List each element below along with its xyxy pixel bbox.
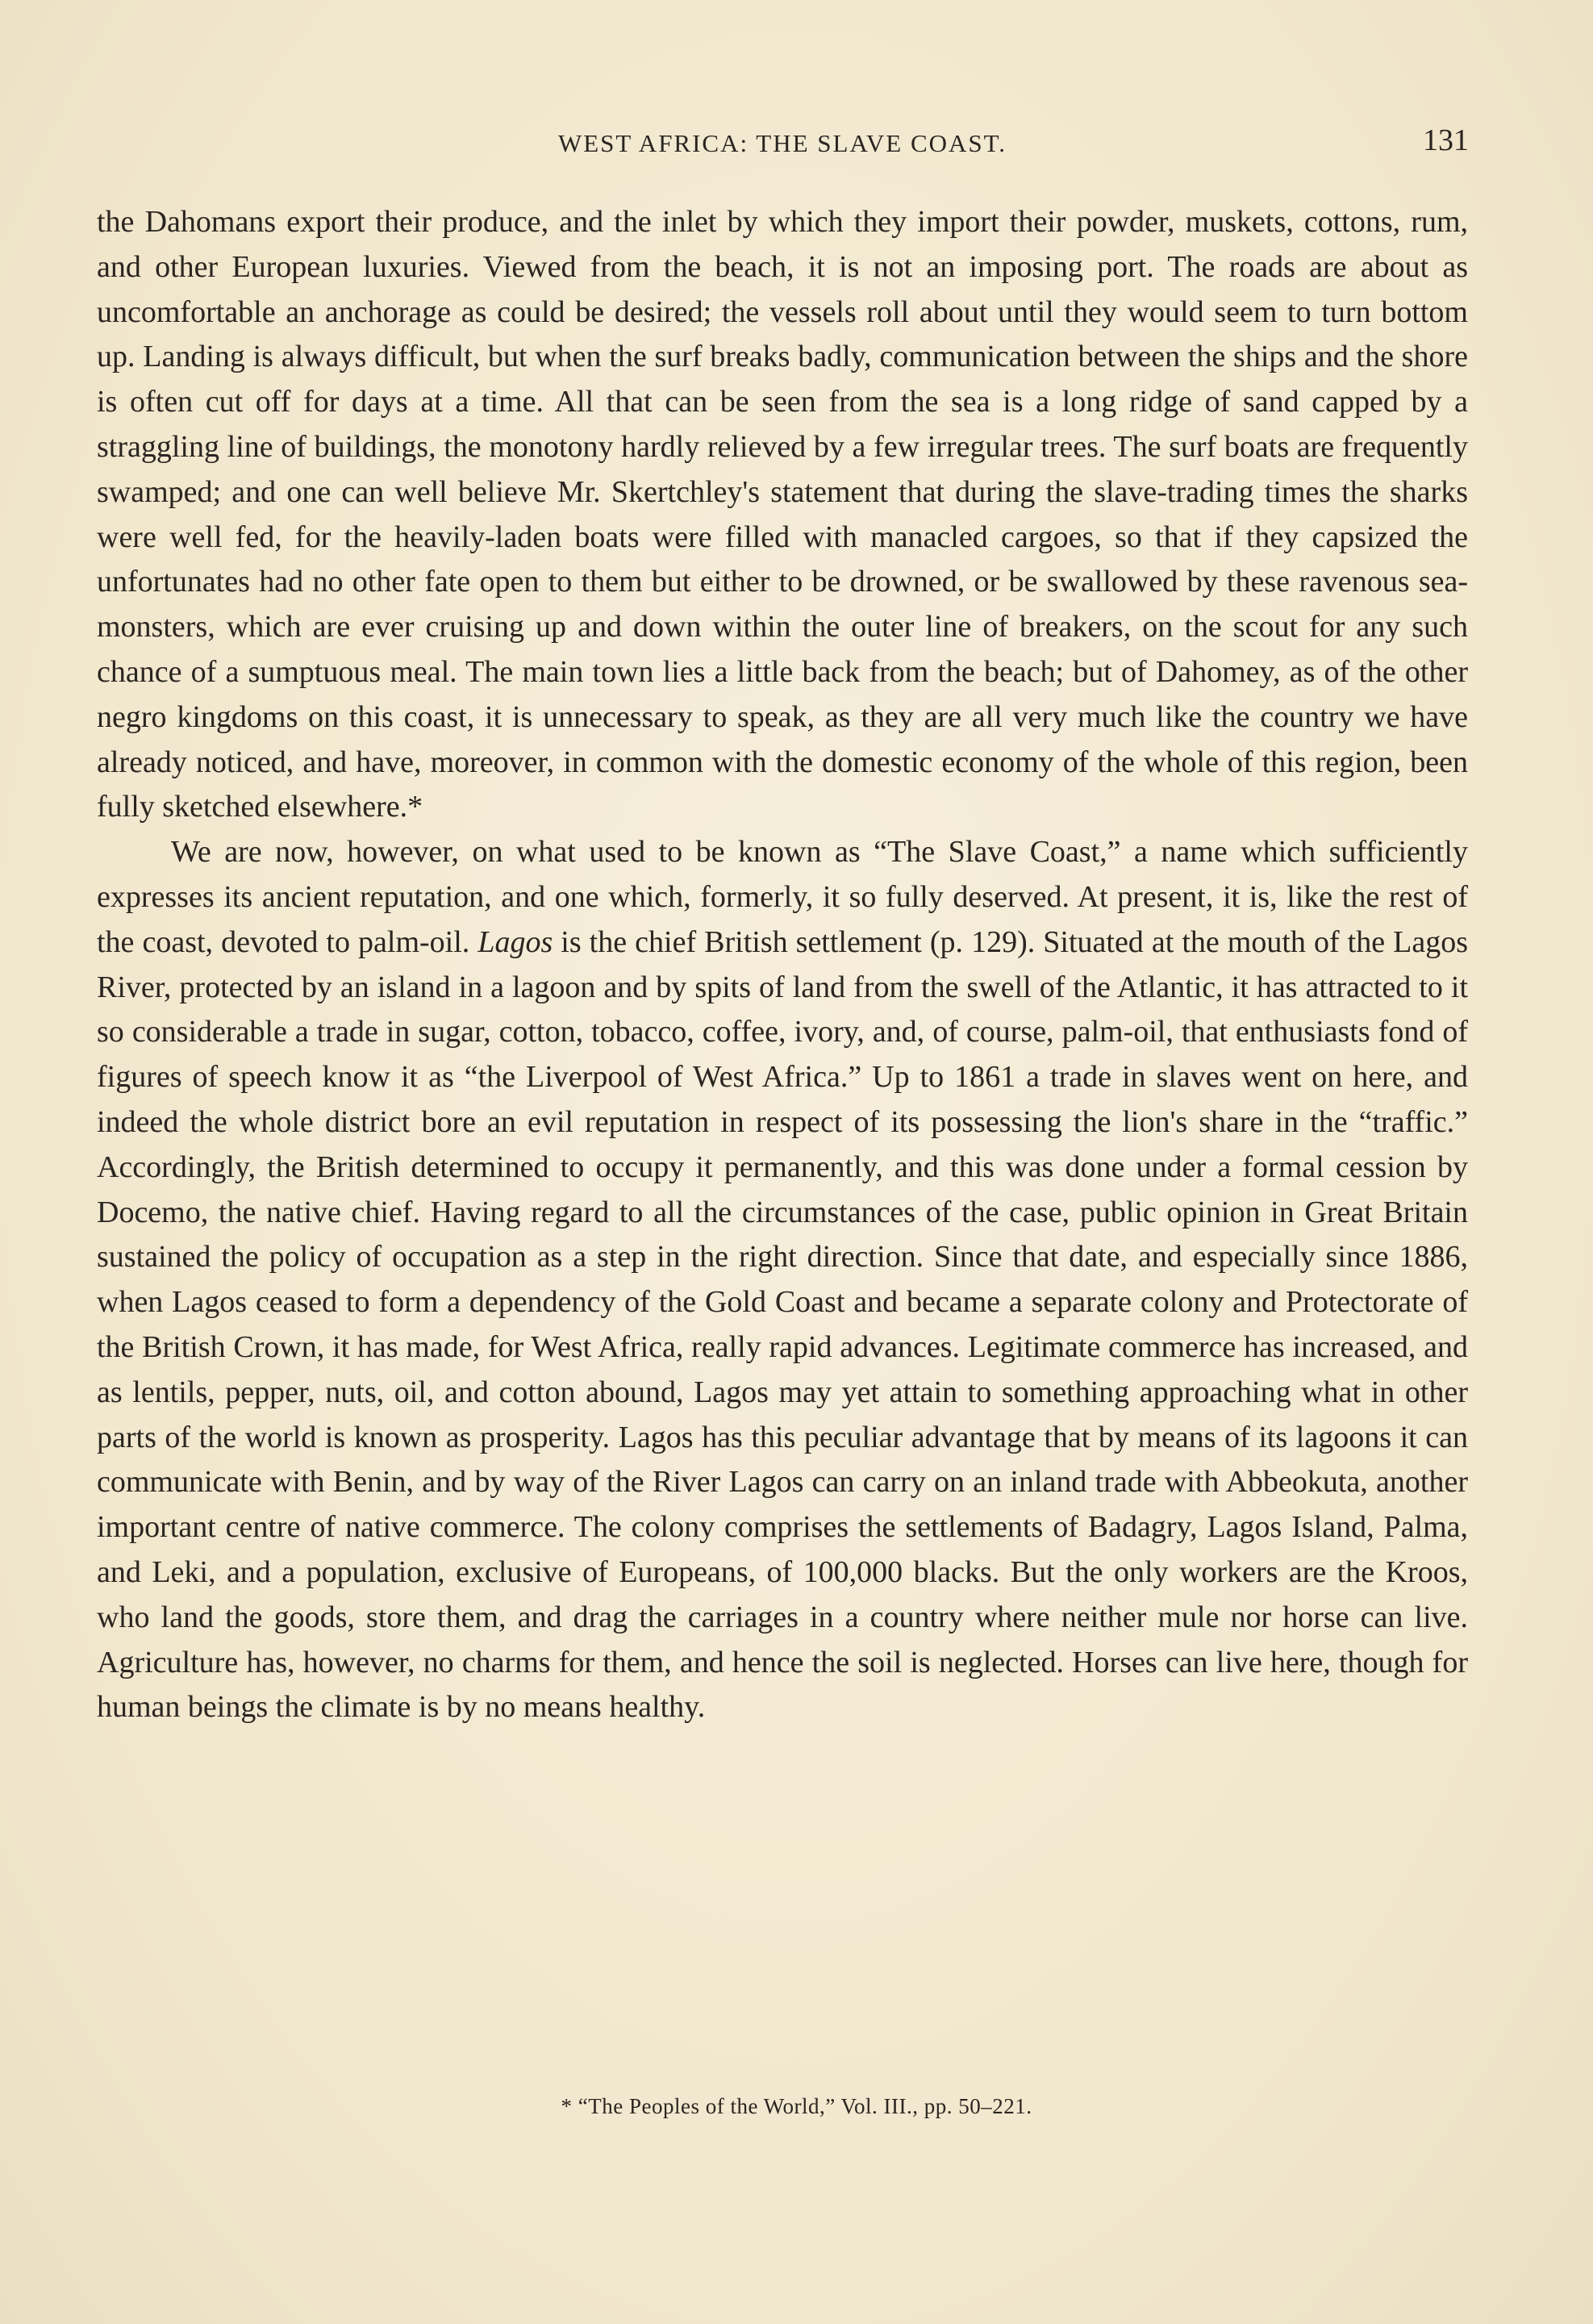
- footnote: * “The Peoples of the World,” Vol. III., pp. 50–221.: [561, 2094, 1032, 2118]
- paragraph-1: the Dahomans export their produce, and the inlet by which they import their powder, muskets, cottons, rum, and other European luxuries. Viewed from the beach, it is not an imposing port. The roads are about as uncomfortable an anchorage as could be desired; the vessels roll about until they would seem to turn bottom up. Landing is always difficult, but when the surf breaks badly, communication between the ships and the shore is often cut off for days at a time. All that can be seen from the sea is a long ridge of sand capped by a straggling line of buildings, the monotony hardly relieved by a few irregular trees. The surf boats are frequently swamped; and one can well believe Mr. Skertchley's statement that during the slave-trading times the sharks were well fed, for the heavily-laden boats were filled with manacled cargoes, so that if they capsized the unfortunates had no other fate open to them but either to be drowned, or be swallowed by these ravenous sea-monsters, which are ever cruising up and down within the outer line of breakers, on the scout for any such chance of a sumptuous meal. The main town lies a little back from the beach; but of Dahomey, as of the other negro kingdoms on this coast, it is unnecessary to speak, as they are all very much like the country we have already noticed, and have, moreover, in common with the domestic economy of the whole of this region, been fully sketched elsewhere.*: [97, 205, 1468, 824]
- lagos-italic: Lagos: [477, 924, 553, 959]
- page-number: 131: [1423, 123, 1469, 157]
- paragraph-2-part-1: We are now, however, on what used to be known as “The Slave Coast,” a name which sufficiently expresses its ancient reputation, and one which, formerly, it so fully deserved. At present, it is, like the rest of the coast, devoted to palm-oil.: [97, 835, 1468, 959]
- paragraph-2-part-2: is the chief British settlement (p. 129). Situated at the mouth of the Lagos River, protected by an island in a lagoon and by spits of land from the swell of the Atlantic, it has attracted to it so considerable a trade in sugar, cotton, tobacco, coffee, ivory, and, of course, palm-oil, that enthusiasts fond of figures of speech know it as “the Liverpool of West Africa.” Up to 1861 a trade in slaves went on here, and indeed the whole district bore an evil reputation in respect of its possessing the lion's share in the “traffic.” Accordingly, the British determined to occupy it permanently, and this was done under a formal cession by Docemo, the native chief. Having regard to all the circumstances of the case, public opinion in Great Britain sustained the policy of occupation as a step in the right direction. Since that date, and especially since 1886, when Lagos ceased to form a dependency of the Gold Coast and became a separate colony and Protectorate of the British Crown, it has made, for West Africa, really rapid advances. Legitimate commerce has increased, and as lentils, pepper, nuts, oil, and cotton abound, Lagos may yet attain to something approaching what in other parts of the world is known as prosperity. Lagos has this peculiar advantage that by means of its lagoons it can communicate with Benin, and by way of the River Lagos can carry on an inland trade with Abbeokuta, another important centre of native commerce. The colony comprises the settlements of Badagry, Lagos Island, Palma, and Leki, and a population, exclusive of Europeans, of 100,000 blacks. But the only workers are the Kroos, who land the goods, store them, and drag the carriages in a country where neither mule nor horse can live. Agriculture has, however, no charms for them, and hence the soil is neglected. Horses can live here, though for human beings the climate is by no means healthy.: [97, 924, 1468, 1725]
- running-head: [97, 123, 1468, 171]
- body-text: [97, 200, 1468, 1730]
- paragraph-2: [97, 830, 1468, 1730]
- running-title: WEST AFRICA: THE SLAVE COAST.: [557, 129, 1007, 157]
